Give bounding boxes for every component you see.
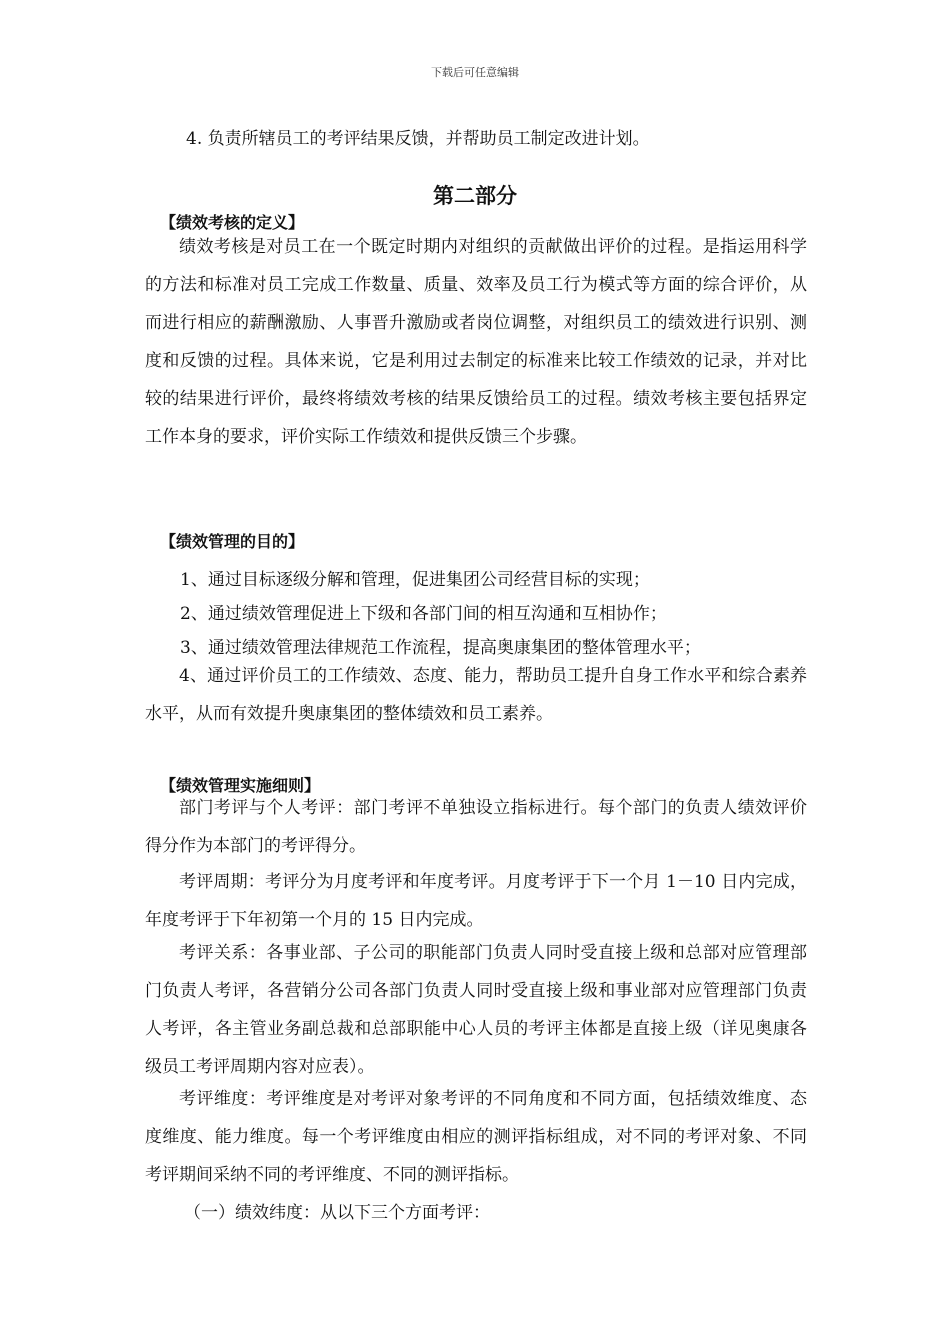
rules-paragraph-relationship: 考评关系：各事业部、子公司的职能部门负责人同时受直接上级和总部对应管理部门负责人考评，各营销分公司各部门负责人同时受直接上级和事业部对应管理部门负责人考评，各主管业务副总裁和总部职能中心人员的考评主体都是直接上级（详见奥康各级员工考评周期内容对应表）。 bbox=[145, 943, 807, 1077]
section-heading-definition: 【绩效考核的定义】 bbox=[160, 213, 305, 232]
rules-paragraph-period: 考评周期：考评分为月度考评和年度考评。月度考评于下一个月 1－10 日内完成，年度考评于下年初第一个月的 15 日内完成。 bbox=[145, 872, 807, 930]
rules-paragraph-dimension: 考评维度：考评维度是对考评对象考评的不同角度和不同方面，包括绩效维度、态度维度、能力维度。每一个考评维度由相应的测评指标组成，对不同的考评对象、不同考评期间采纳不同的考评维度、不同的测评指标。 bbox=[145, 1089, 807, 1185]
rules-paragraph-department: 部门考评与个人考评：部门考评不单独设立指标进行。每个部门的负责人绩效评价得分作为本部门的考评得分。 bbox=[145, 798, 807, 856]
purpose-item: 3、通过绩效管理法律规范工作流程，提高奥康集团的整体管理水平； bbox=[180, 638, 701, 658]
page-header-note: 下载后可任意编辑 bbox=[431, 66, 519, 79]
purpose-item: 4、通过评价员工的工作绩效、态度、能力，帮助员工提升自身工作水平和综合素养水平，从而有效提升奥康集团的整体绩效和员工素养。 bbox=[145, 666, 807, 724]
section-heading-purpose: 【绩效管理的目的】 bbox=[160, 532, 305, 551]
purpose-item: 1、通过目标逐级分解和管理，促进集团公司经营目标的实现； bbox=[180, 570, 650, 590]
intro-list-item: 4. 负责所辖员工的考评结果反馈，并帮助员工制定改进计划。 bbox=[186, 129, 650, 149]
section-heading-rules: 【绩效管理实施细则】 bbox=[160, 776, 321, 795]
purpose-item: 2、通过绩效管理促进上下级和各部门间的相互沟通和互相协作； bbox=[180, 604, 667, 624]
rules-sub-item: （一）绩效纬度：从以下三个方面考评： bbox=[184, 1203, 490, 1223]
definition-paragraph: 绩效考核是对员工在一个既定时期内对组织的贡献做出评价的过程。是指运用科学的方法和标准对员工完成工作数量、质量、效率及员工行为模式等方面的综合评价，从而进行相应的薪酬激励、人事晋升激励或者岗位调整，对组织员工的绩效进行识别、测度和反馈的过程。具体来说，它是利用过去制定的标准来比较工作绩效的记录，并对比较的结果进行评价，最终将绩效考核的结果反馈给员工的过程。绩效考核主要包括界定工作本身的要求，评价实际工作绩效和提供反馈三个步骤。 bbox=[145, 237, 807, 447]
part-title: 第二部分 bbox=[433, 184, 517, 208]
